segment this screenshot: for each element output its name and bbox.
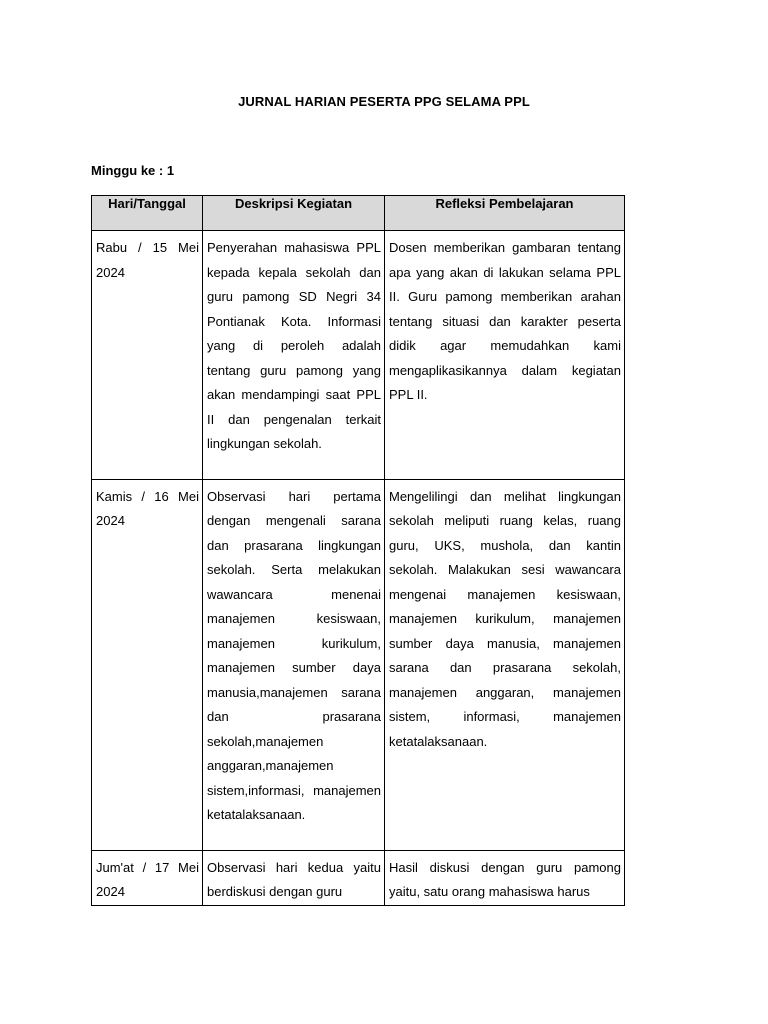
week-label: Minggu ke : 1 bbox=[91, 163, 175, 178]
cell-reflection: Dosen memberikan gambaran tentang apa yang akan di lakukan selama PPL II. Guru pamong memberikan arahan tentang situasi dan karakter peserta didik agar memudahkan kami mengaplikasikannya dalam kegiatan PPL II. bbox=[385, 231, 625, 480]
cell-reflection: Hasil diskusi dengan guru pamong yaitu, satu orang mahasiswa harus bbox=[385, 850, 625, 905]
cell-description: Penyerahan mahasiswa PPL kepada kepala sekolah dan guru pamong SD Negri 34 Pontianak Kota. Informasi yang di peroleh adalah tentang guru pamong yang akan mendampingi saat PPL II dan pengenalan terkait lingkungan sekolah. bbox=[203, 231, 385, 480]
table-row bbox=[92, 479, 625, 850]
table-row bbox=[92, 850, 625, 905]
cell-day: Kamis / 16 Mei 2024 bbox=[92, 479, 203, 850]
journal-table bbox=[91, 195, 625, 906]
header-day: Hari/Tanggal bbox=[92, 196, 203, 231]
table-header-row bbox=[92, 196, 625, 231]
cell-reflection: Mengelilingi dan melihat lingkungan sekolah meliputi ruang kelas, ruang guru, UKS, mushola, dan kantin sekolah. Malakukan sesi wawancara mengenai manajemen kesiswaan, manajemen kurikulum, manajemen sumber daya manusia, manajemen sarana dan prasarana sekolah, manajemen anggaran, manajemen sistem, informasi, manajemen ketatalaksanaan. bbox=[385, 479, 625, 850]
cell-description: Observasi hari kedua yaitu berdiskusi dengan guru bbox=[203, 850, 385, 905]
table-row bbox=[92, 231, 625, 480]
header-description: Deskripsi Kegiatan bbox=[203, 196, 385, 231]
cell-description: Observasi hari pertama dengan mengenali sarana dan prasarana lingkungan sekolah. Serta melakukan wawancara menenai manajemen kesiswaan, manajemen kurikulum, manajemen sumber daya manusia,manajemen sarana dan prasarana sekolah,manajemen anggaran,manajemen sistem,informasi, manajemen ketatalaksanaan. bbox=[203, 479, 385, 850]
document-title: JURNAL HARIAN PESERTA PPG SELAMA PPL bbox=[238, 94, 530, 109]
cell-day: Jum'at / 17 Mei 2024 bbox=[92, 850, 203, 905]
header-reflection: Refleksi Pembelajaran bbox=[385, 196, 625, 231]
cell-day: Rabu / 15 Mei 2024 bbox=[92, 231, 203, 480]
